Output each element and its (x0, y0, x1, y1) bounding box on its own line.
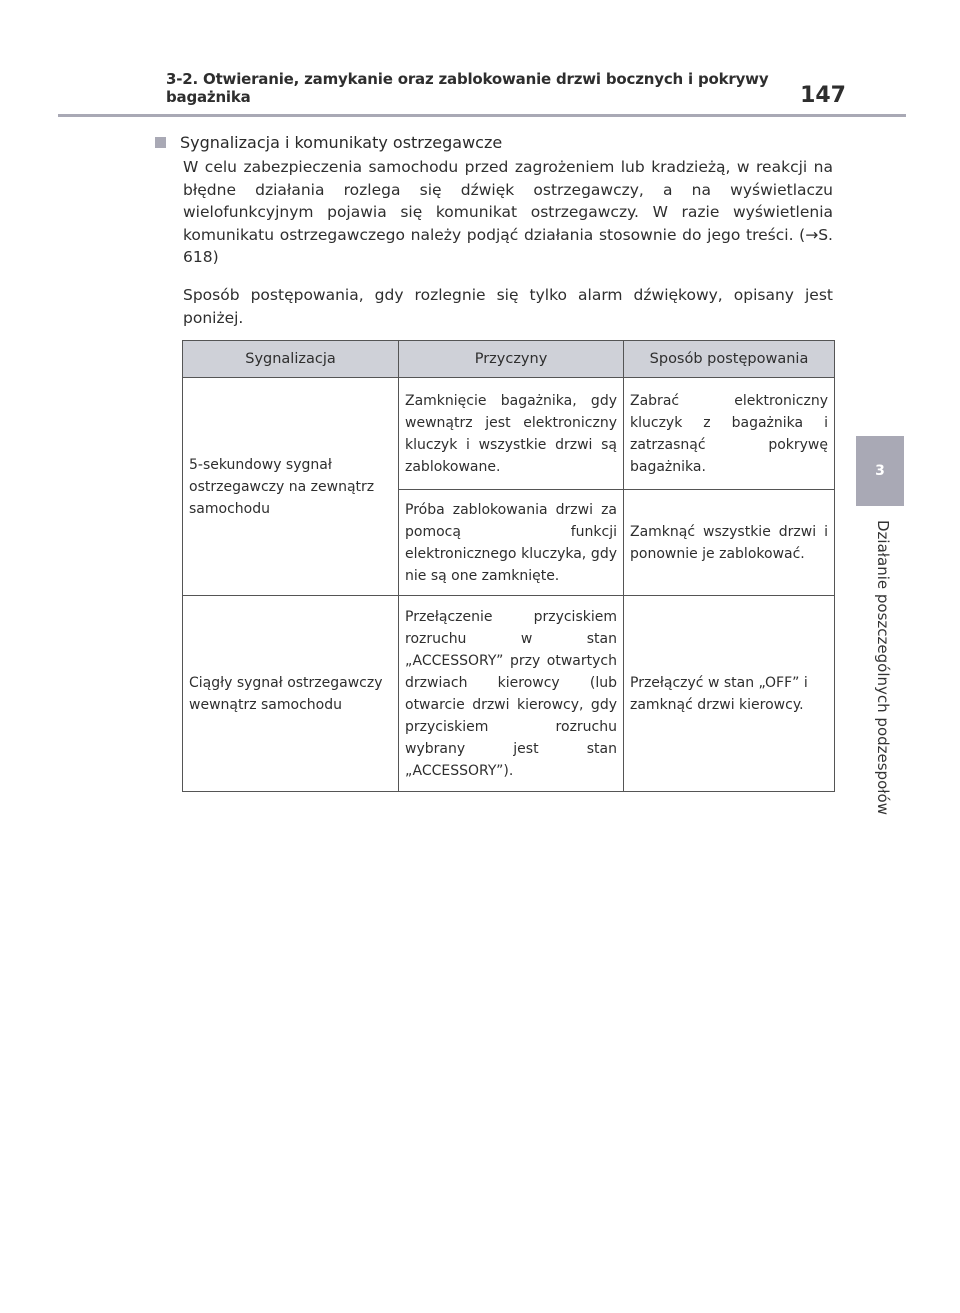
cause-cell: Zamknięcie bagażnika, gdy wewnątrz jest elektroniczny kluczyk i wszystkie drzwi są zablokowane. (399, 378, 624, 490)
intro-paragraph: W celu zabezpieczenia samochodu przed zagrożeniem lub kradzieżą, w reakcji na błędne działania rozlega się dźwięk ostrzegawczy, a na wyświetlaczu wielofunkcyjnym pojawia się komunikat ostrzegawczy. W razie wyświetlenia komunikatu ostrzegawczego należy podjąć działania stosownie do jego treści. (→S. 618) (183, 158, 833, 266)
square-bullet-icon (155, 137, 166, 148)
chapter-side-label: Działanie poszczególnych podzespołów (874, 520, 892, 815)
column-header-signal: Sygnalizacja (183, 341, 399, 378)
section-heading-text: Sygnalizacja i komunikaty ostrzegawcze (180, 133, 503, 152)
section-heading (155, 133, 502, 152)
action-cell: Przełączyć w stan „OFF” i zamknąć drzwi kierowcy. (624, 596, 835, 792)
action-cell: Zabrać elektroniczny kluczyk z bagażnika i zatrzasnąć pokrywę bagażnika. (624, 378, 835, 490)
column-header-cause: Przyczyny (399, 341, 624, 378)
chapter-tab: 3 (856, 436, 904, 506)
page-header (166, 70, 846, 108)
action-cell: Zamknąć wszystkie drzwi i ponownie je zablokować. (624, 490, 835, 596)
chapter-title: 3-2. Otwieranie, zamykanie oraz zablokowanie drzwi bocznych i pokrywy bagażnika (166, 70, 769, 106)
cause-cell: Przełączenie przyciskiem rozruchu w stan „ACCESSORY” przy otwartych drzwiach kierowcy (lub otwarcie drzwi kierowcy, gdy przyciskiem rozruchu wybrany jest stan „ACCESSORY”). (399, 596, 624, 792)
procedure-paragraph: Sposób postępowania, gdy rozlegnie się tylko alarm dźwiękowy, opisany jest poniżej. (183, 286, 833, 327)
page-number: 147 (800, 83, 846, 108)
header-divider (58, 114, 906, 117)
warning-table (182, 340, 835, 792)
table-header-row (183, 341, 835, 378)
signal-cell: Ciągły sygnał ostrzegawczy wewnątrz samochodu (183, 596, 399, 792)
table-row (183, 596, 835, 792)
table-row (183, 378, 835, 490)
signal-cell: 5-sekundowy sygnał ostrzegawczy na zewnątrz samochodu (183, 378, 399, 596)
cause-cell: Próba zablokowania drzwi za pomocą funkcji elektronicznego kluczyka, gdy nie są one zamknięte. (399, 490, 624, 596)
column-header-action: Sposób postępowania (624, 341, 835, 378)
